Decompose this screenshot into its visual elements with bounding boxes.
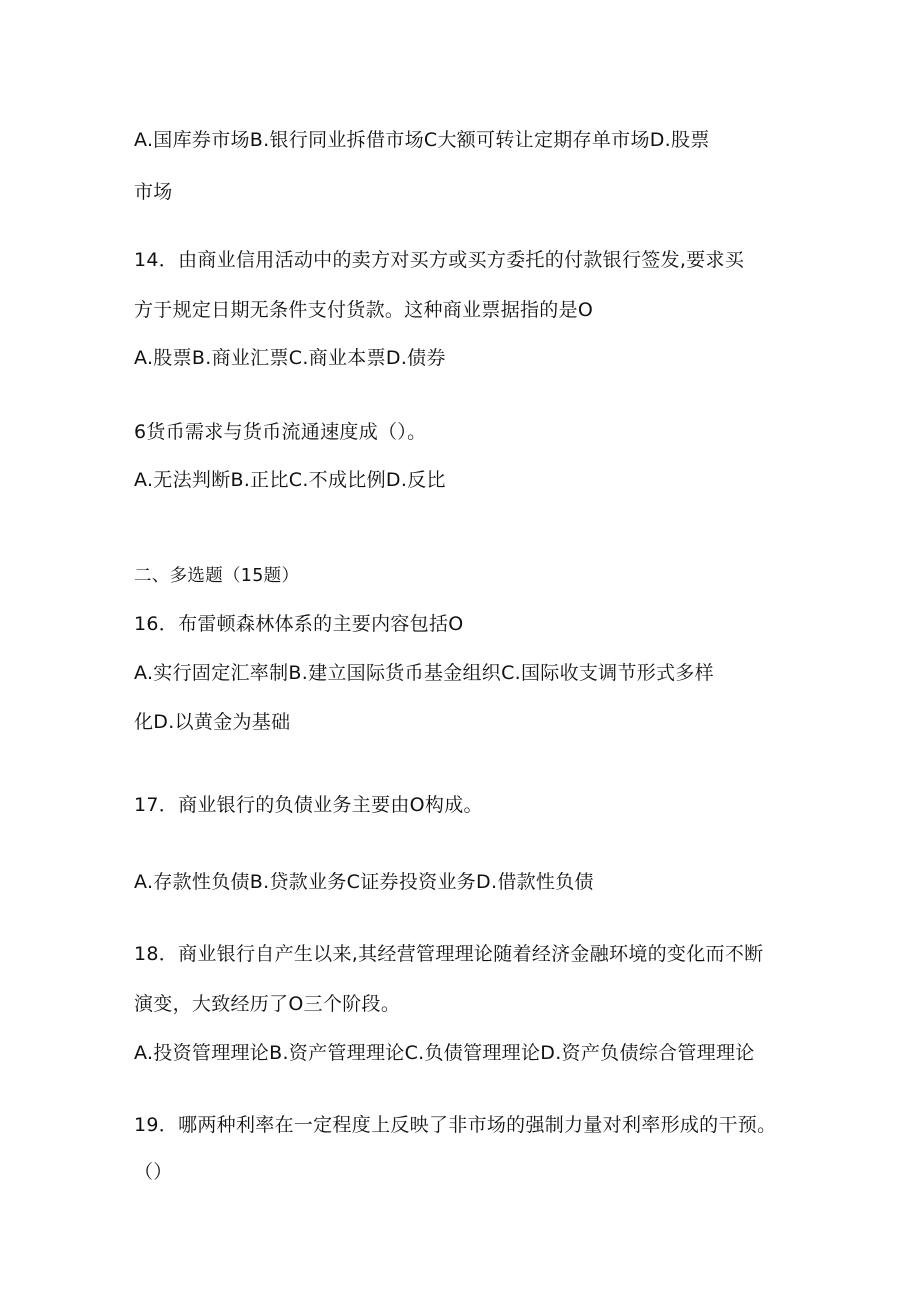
q18-options: A.投资管理理论B.资产管理理论C.负债管理理论D.资产负债综合管理理论 [134,1042,755,1064]
section-heading-multiple-choice: 二、多选题（15题） [134,566,300,586]
q18-question-line-2: 演变，大致经历了O三个阶段。 [134,993,401,1015]
q16-question: 16．布雷顿森林体系的主要内容包括O [134,613,464,635]
q14-question-line-1: 14．由商业信用活动中的卖方对买方或买方委托的付款银行签发,要求买 [134,249,745,271]
q6-options: A.无法判断B.正比C.不成比例D.反比 [134,469,446,491]
q14-options: A.股票B.商业汇票C.商业本票D.债券 [134,347,446,369]
q13-options-line-1: A.国库券市场B.银行同业拆借市场C大额可转让定期存单市场D.股票 [134,129,710,151]
q13-options-line-2: 市场 [134,181,173,203]
q16-options-line-2: 化D.以黄金为基础 [134,711,291,733]
q18-question-line-1: 18．商业银行自产生以来,其经营管理理论随着经济金融环境的变化而不断 [134,943,764,965]
q17-options: A.存款性负债B.贷款业务C证券投资业务D.借款性负债 [134,871,594,893]
q17-question: 17．商业银行的负债业务主要由O构成。 [134,794,483,816]
q14-question-line-2: 方于规定日期无条件支付货款。这种商业票据指的是O [134,299,594,321]
q16-options-line-1: A.实行固定汇率制B.建立国际货币基金组织C.国际收支调节形式多样 [134,662,714,684]
q19-question-line-1: 19．哪两种利率在一定程度上反映了非市场的强制力量对利率形成的干预。 [134,1114,777,1136]
q6-question: 6货币需求与货币流通速度成（）。 [134,421,427,443]
q19-question-line-2: （） [134,1161,173,1183]
